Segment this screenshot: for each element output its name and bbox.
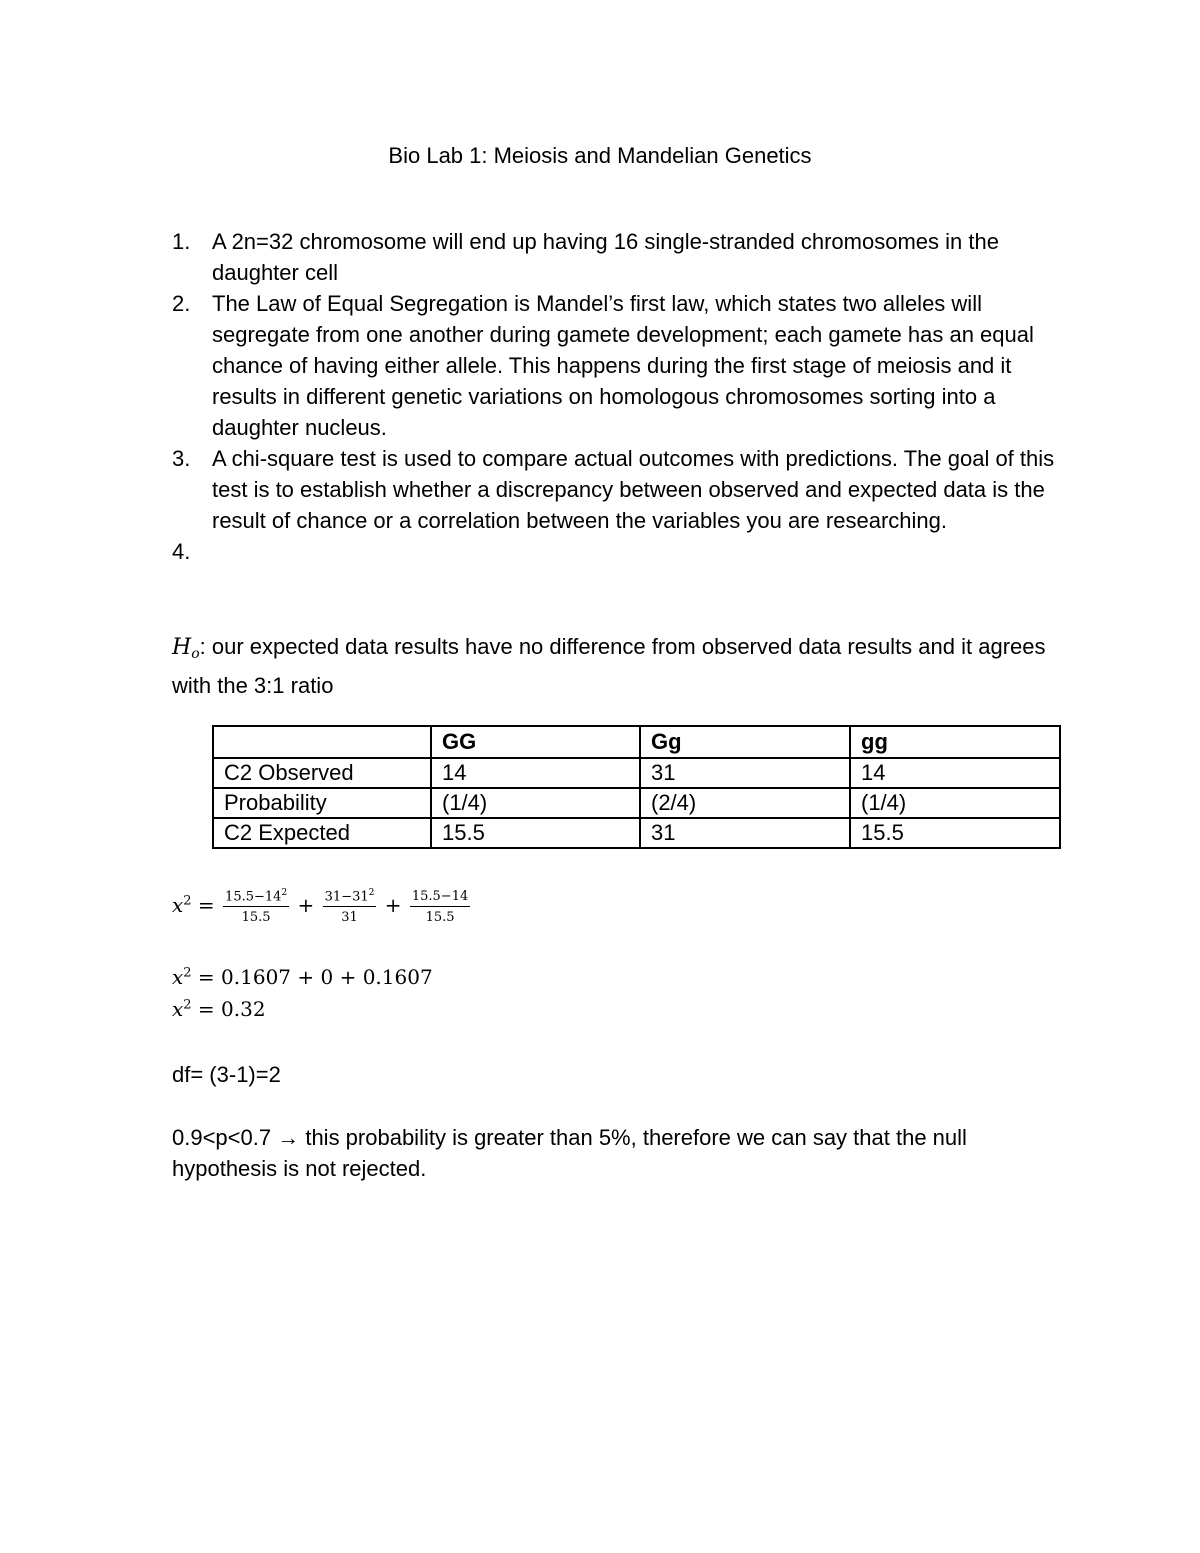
table-header-row bbox=[213, 726, 1060, 758]
document-title: Bio Lab 1: Meiosis and Mandelian Genetics bbox=[388, 143, 812, 168]
question-number: 3. bbox=[172, 446, 191, 471]
fraction-numerator bbox=[223, 888, 289, 907]
numerator-base: 31−31 bbox=[324, 889, 369, 905]
fraction-numerator bbox=[323, 888, 377, 907]
null-hypothesis bbox=[172, 631, 1072, 701]
plus-sign: + bbox=[291, 893, 321, 918]
hypothesis-symbol: H bbox=[172, 635, 192, 660]
conclusion-text: this probability is greater than 5%, therefore we can say that the null hypothesis is not rejected. bbox=[172, 1125, 967, 1181]
question-number: 4. bbox=[172, 539, 191, 564]
chi-power: 2 bbox=[183, 893, 192, 909]
plus-sign: + bbox=[378, 893, 408, 918]
p-value-range: 0.9<p<0.7 bbox=[172, 1125, 278, 1150]
fraction-term bbox=[223, 888, 289, 925]
numerator-base: 15.5−14 bbox=[411, 888, 469, 904]
table-row bbox=[213, 788, 1060, 818]
question-item-4 bbox=[172, 536, 1072, 567]
table-header-cell: GG bbox=[431, 726, 640, 758]
sum-value: 0.1607 + 0 + 0.1607 bbox=[221, 965, 433, 989]
table-cell: 14 bbox=[431, 758, 640, 788]
fraction-term bbox=[410, 889, 470, 925]
table-cell: C2 Expected bbox=[213, 818, 431, 848]
table-header-cell: Gg bbox=[640, 726, 850, 758]
chi-square-formula bbox=[172, 888, 472, 925]
chi-power: 2 bbox=[183, 965, 192, 981]
question-text: The Law of Equal Segregation is Mandel’s first law, which states two alleles will segregate from one another during gamete development; each gamete has an equal chance of having either allele. This happens during the first stage of meiosis and it results in different genetic variations on homologous chromosomes sorting into a daughter nucleus. bbox=[212, 291, 1034, 440]
table-row bbox=[213, 758, 1060, 788]
equals-sign: = bbox=[191, 965, 222, 989]
arrow-icon: → bbox=[277, 1125, 300, 1150]
question-item-3 bbox=[172, 443, 1072, 536]
table-cell: C2 Observed bbox=[213, 758, 431, 788]
numerator-power: 2 bbox=[368, 888, 375, 898]
question-text: A chi-square test is used to compare actual outcomes with predictions. The goal of this test is to establish whether a discrepancy between observed and expected data is the result of chance or a correlation between the variables you are researching. bbox=[212, 446, 1055, 533]
chi-power: 2 bbox=[183, 997, 192, 1013]
hypothesis-text: : our expected data results have no difference from observed data results and it agrees with the 3:1 ratio bbox=[172, 634, 1046, 698]
table-cell: 31 bbox=[640, 818, 850, 848]
chi-square-result bbox=[172, 997, 266, 1021]
degrees-of-freedom: df= (3-1)=2 bbox=[172, 1062, 281, 1087]
numerator-base: 15.5−14 bbox=[225, 889, 282, 905]
table-cell: (2/4) bbox=[640, 788, 850, 818]
table-cell: (1/4) bbox=[431, 788, 640, 818]
fraction-denominator: 15.5 bbox=[425, 909, 455, 925]
fraction-numerator bbox=[410, 889, 470, 907]
genotype-table bbox=[212, 725, 1061, 849]
table-cell: 15.5 bbox=[431, 818, 640, 848]
table-cell: 15.5 bbox=[850, 818, 1060, 848]
chi-square-sum bbox=[172, 965, 433, 989]
table-cell: 31 bbox=[640, 758, 850, 788]
question-item-2 bbox=[172, 288, 1072, 443]
chi-symbol: x bbox=[172, 997, 184, 1021]
fraction-term bbox=[323, 888, 377, 925]
conclusion bbox=[172, 1122, 1072, 1184]
table-cell: Probability bbox=[213, 788, 431, 818]
table-row bbox=[213, 818, 1060, 848]
question-item-1 bbox=[172, 226, 1072, 288]
numerator-power: 2 bbox=[281, 888, 288, 898]
chi-symbol: x bbox=[172, 965, 184, 989]
table-cell: 14 bbox=[850, 758, 1060, 788]
table-cell: (1/4) bbox=[850, 788, 1060, 818]
equals-sign: = bbox=[191, 997, 222, 1021]
question-number: 1. bbox=[172, 229, 191, 254]
equals-sign: = bbox=[191, 893, 222, 918]
hypothesis-subscript: o bbox=[191, 646, 200, 662]
question-list bbox=[172, 226, 1072, 567]
question-text: A 2n=32 chromosome will end up having 16 single-stranded chromosomes in the daughter cell bbox=[212, 229, 999, 285]
question-number: 2. bbox=[172, 291, 191, 316]
fraction-denominator: 31 bbox=[341, 910, 358, 926]
result-value: 0.32 bbox=[221, 997, 266, 1021]
chi-symbol: x bbox=[172, 893, 184, 918]
fraction-denominator: 15.5 bbox=[241, 910, 271, 926]
question-text bbox=[212, 536, 1072, 567]
table-header-cell: gg bbox=[850, 726, 1060, 758]
table-header-cell bbox=[213, 726, 431, 758]
